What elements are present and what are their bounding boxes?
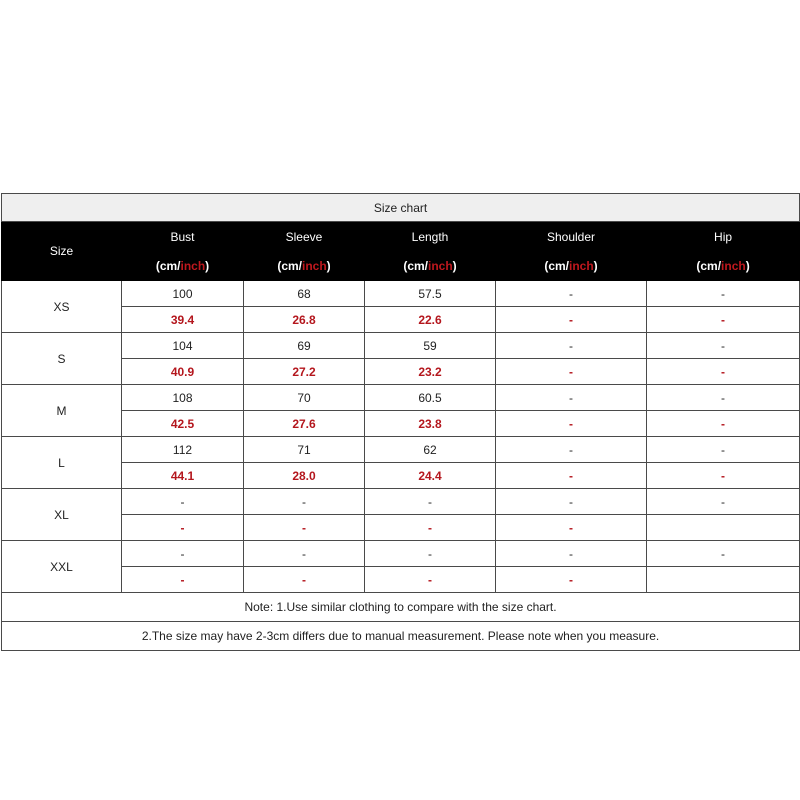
hip-inch-value: - [647,359,800,385]
unit-close-paren: ) [745,259,750,273]
unit-open-paren: ( [544,259,549,273]
unit-close-paren: ) [326,259,331,273]
unit-inch: inch [302,259,327,273]
chart-title: Size chart [2,194,800,222]
shoulder-cm-value: - [496,333,647,359]
bust-inch-value: - [122,515,244,541]
hip-inch-value [647,567,800,593]
bust-cm-value: 100 [122,281,244,307]
hip-inch-value: - [647,307,800,333]
sleeve-cm-value: 71 [244,437,365,463]
shoulder-inch-value: - [496,307,647,333]
size-row-l-inch [2,463,800,489]
length-cm-value: 62 [365,437,496,463]
bust-inch-value: 39.4 [122,307,244,333]
unit-cm: cm/ [407,259,428,273]
unit-cm: cm/ [548,259,569,273]
unit-inch: inch [428,259,453,273]
shoulder-header: Shoulder [496,222,647,252]
unit-inch: inch [569,259,594,273]
sleeve-cm-value: 70 [244,385,365,411]
hip-cm-value: - [647,281,800,307]
unit-close-paren: ) [452,259,457,273]
unit-open-paren: ( [277,259,282,273]
unit-cm: cm/ [700,259,722,273]
shoulder-inch-value: - [496,567,647,593]
size-row-xs-cm [2,281,800,307]
length-header: Length [365,222,496,252]
hip-cm-value: - [647,541,800,567]
unit-open-paren: ( [155,259,160,273]
hip-cm-value: - [647,385,800,411]
unit-inch: inch [721,259,746,273]
bust-cm-value: 108 [122,385,244,411]
shoulder-cm-value: - [496,541,647,567]
shoulder-inch-value: - [496,463,647,489]
unit-open-paren: ( [696,259,701,273]
shoulder-unit-label [496,252,647,281]
length-cm-value: 57.5 [365,281,496,307]
size-row-xxl-inch [2,567,800,593]
unit-open-paren: ( [403,259,408,273]
size-label-xxl: XXL [2,541,122,593]
size-row-l-cm [2,437,800,463]
size-column-header: Size [2,222,122,281]
bust-cm-value: - [122,541,244,567]
shoulder-cm-value: - [496,437,647,463]
unit-close-paren: ) [205,259,210,273]
sleeve-inch-value: - [244,567,365,593]
bust-inch-value: 40.9 [122,359,244,385]
sleeve-unit-label [244,252,365,281]
shoulder-cm-value: - [496,489,647,515]
hip-cm-value: - [647,437,800,463]
bust-cm-value: 104 [122,333,244,359]
bust-cm-value: - [122,489,244,515]
length-cm-value: - [365,489,496,515]
size-row-m-cm [2,385,800,411]
sleeve-inch-value: 28.0 [244,463,365,489]
bust-unit-label [122,252,244,281]
length-cm-value: 60.5 [365,385,496,411]
sleeve-inch-value: 27.2 [244,359,365,385]
shoulder-inch-value: - [496,515,647,541]
hip-cm-value: - [647,333,800,359]
size-label-xl: XL [2,489,122,541]
length-cm-value: - [365,541,496,567]
size-chart-table [1,193,800,651]
shoulder-cm-value: - [496,281,647,307]
sleeve-inch-value: 26.8 [244,307,365,333]
size-label-xs: XS [2,281,122,333]
bust-inch-value: 44.1 [122,463,244,489]
size-label-l: L [2,437,122,489]
size-label-s: S [2,333,122,385]
note-line-2: 2.The size may have 2-3cm differs due to manual measurement. Please note when you measure. [2,622,800,651]
shoulder-cm-value: - [496,385,647,411]
unit-cm: cm/ [281,259,302,273]
sleeve-cm-value: - [244,489,365,515]
hip-cm-value: - [647,489,800,515]
size-row-s-inch [2,359,800,385]
hip-header: Hip [647,222,800,252]
sleeve-cm-value: 68 [244,281,365,307]
size-row-s-cm [2,333,800,359]
hip-inch-value [647,515,800,541]
unit-cm: cm/ [159,259,181,273]
length-inch-value: 24.4 [365,463,496,489]
bust-inch-value: - [122,567,244,593]
shoulder-inch-value: - [496,359,647,385]
size-row-xl-cm [2,489,800,515]
bust-inch-value: 42.5 [122,411,244,437]
shoulder-inch-value: - [496,411,647,437]
length-inch-value: - [365,515,496,541]
size-row-xl-inch [2,515,800,541]
sleeve-header: Sleeve [244,222,365,252]
hip-inch-value: - [647,463,800,489]
size-label-m: M [2,385,122,437]
sleeve-inch-value: 27.6 [244,411,365,437]
unit-close-paren: ) [593,259,598,273]
length-inch-value: - [365,567,496,593]
length-unit-label [365,252,496,281]
sleeve-inch-value: - [244,515,365,541]
bust-cm-value: 112 [122,437,244,463]
note-line-1: Note: 1.Use similar clothing to compare with the size chart. [2,593,800,622]
bust-header: Bust [122,222,244,252]
length-inch-value: 22.6 [365,307,496,333]
size-row-m-inch [2,411,800,437]
sleeve-cm-value: 69 [244,333,365,359]
sleeve-cm-value: - [244,541,365,567]
hip-unit-label [647,252,800,281]
length-cm-value: 59 [365,333,496,359]
length-inch-value: 23.2 [365,359,496,385]
size-row-xxl-cm [2,541,800,567]
length-inch-value: 23.8 [365,411,496,437]
size-row-xs-inch [2,307,800,333]
hip-inch-value: - [647,411,800,437]
unit-inch: inch [180,259,206,273]
